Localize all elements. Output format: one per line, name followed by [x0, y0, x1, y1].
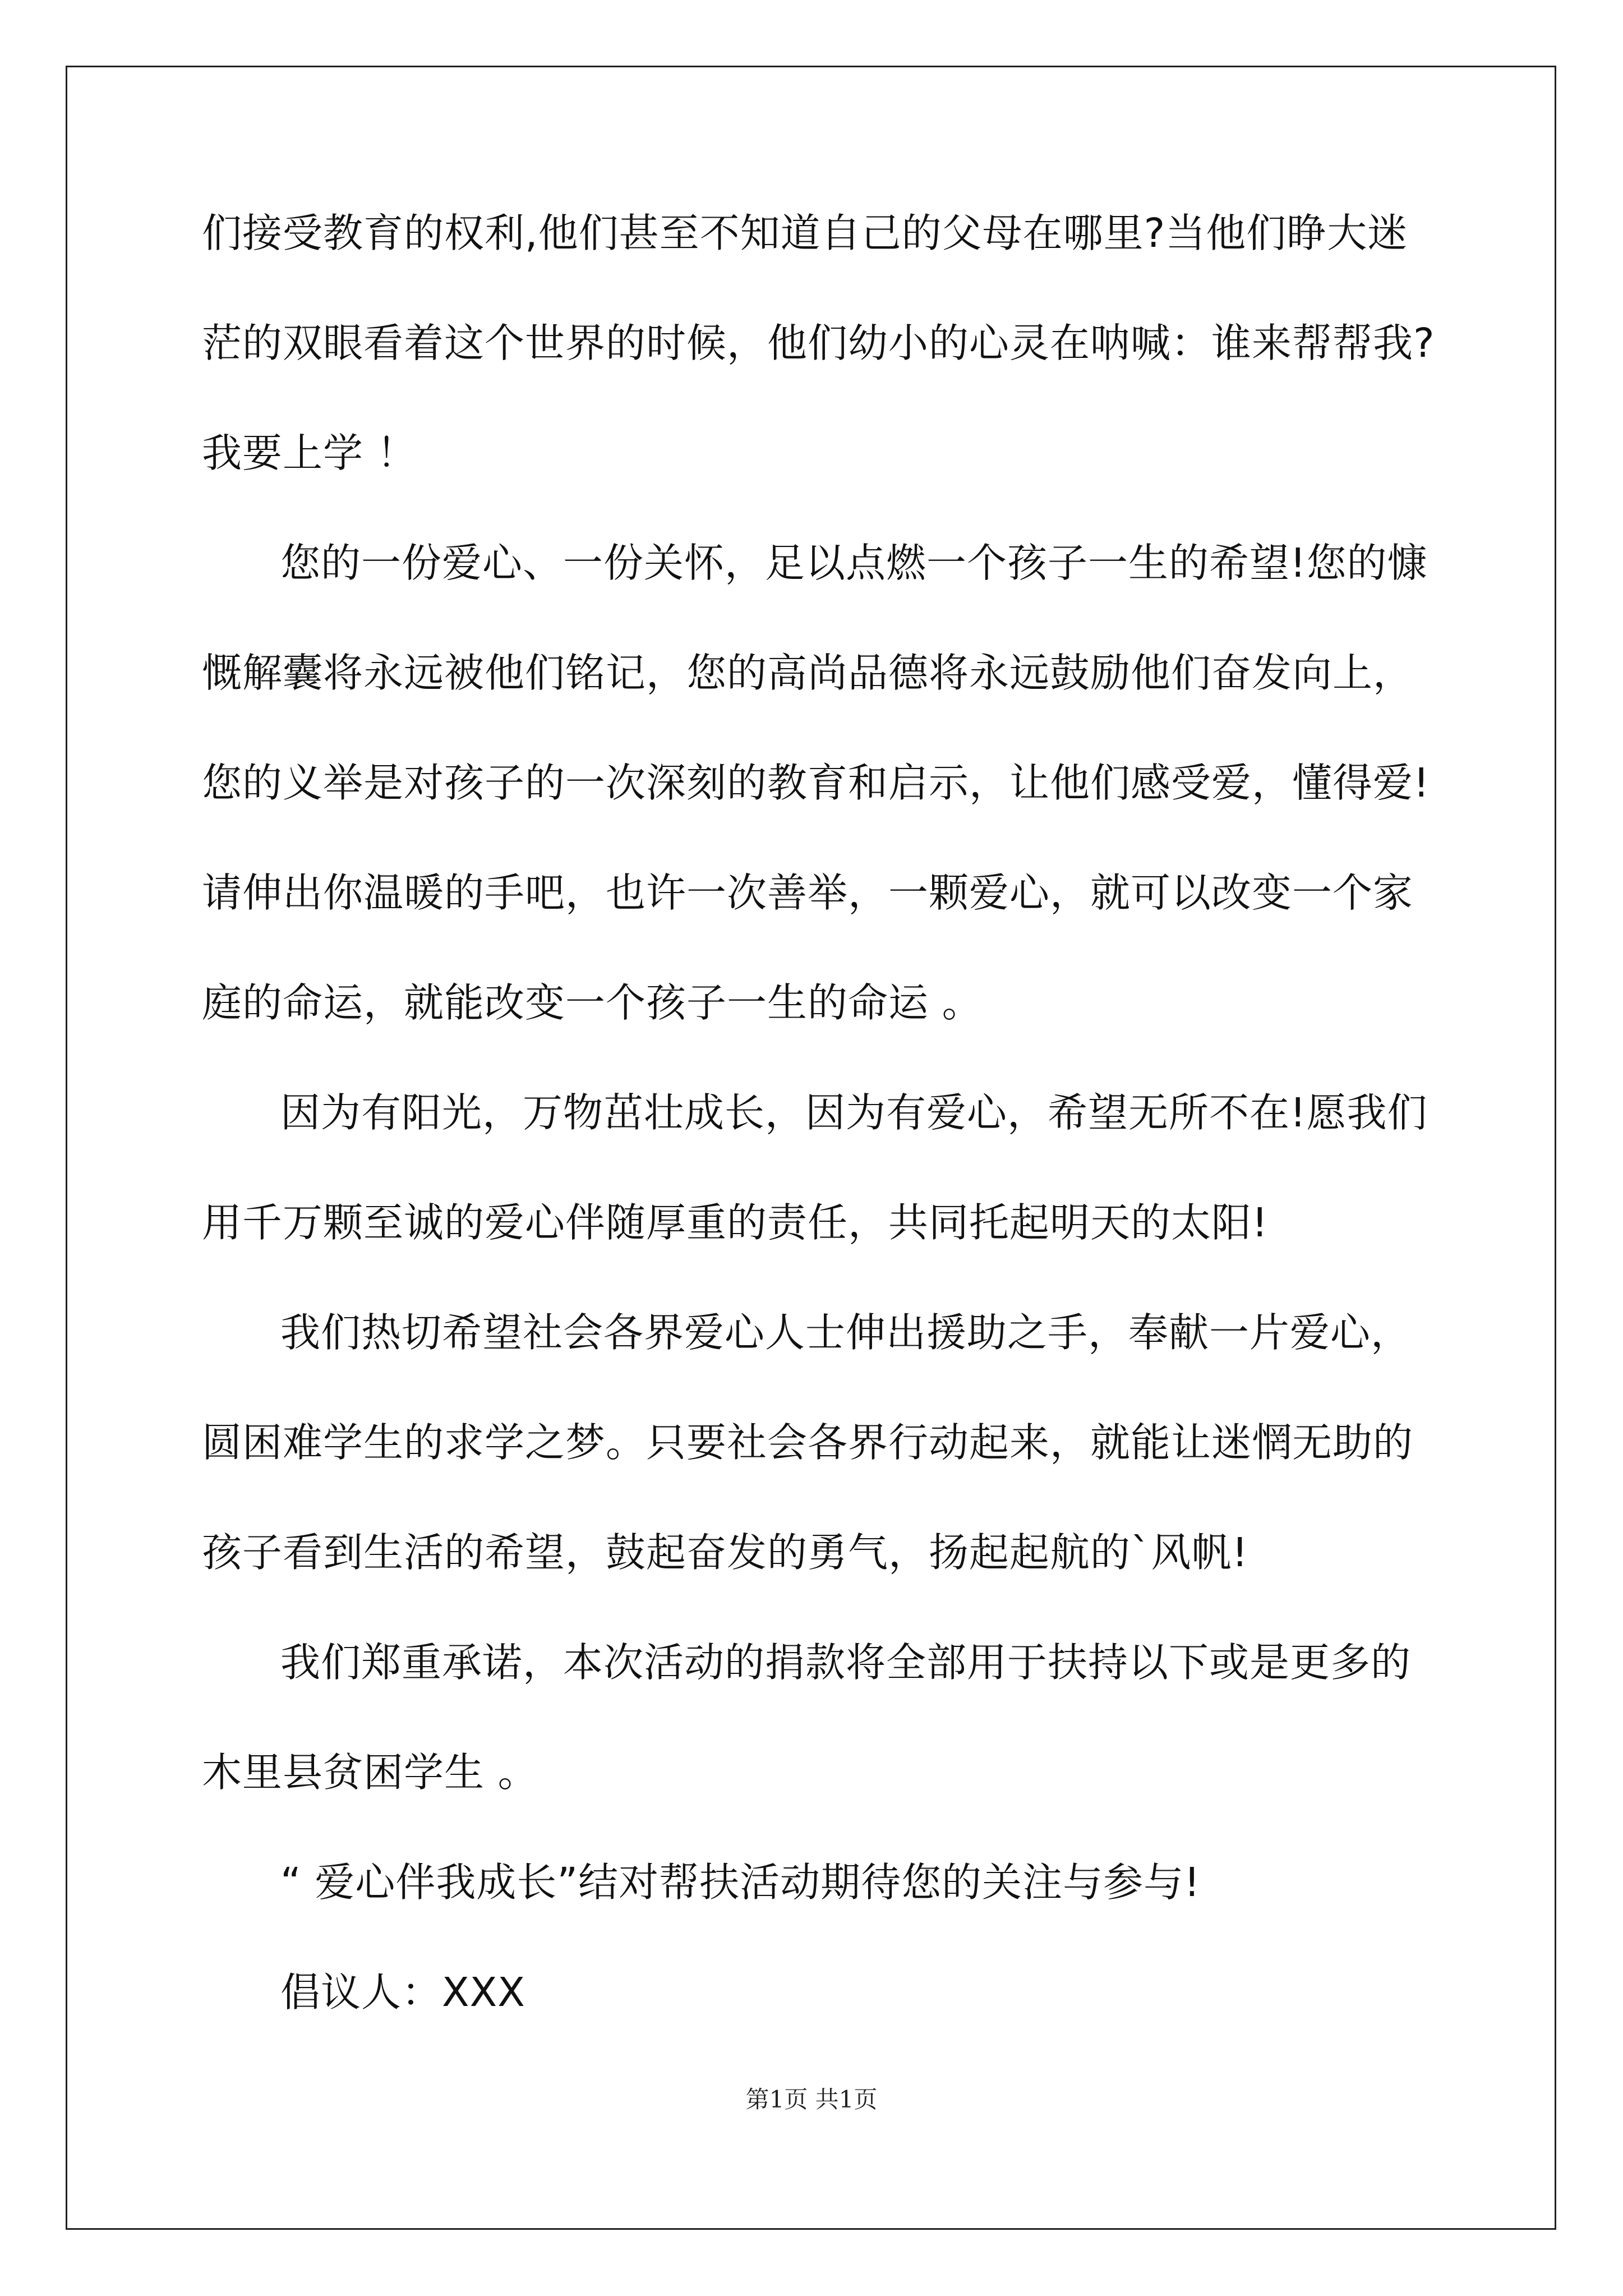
- paragraph-start-line: 因为有阳光，万物茁壮成长，因为有爱心，希望无所不在!愿我们: [280, 1089, 1428, 1136]
- text-line: 您的义举是对孩子的一次深刻的教育和启示，让他们感受爱，懂得爱!: [202, 760, 1430, 806]
- paragraph-start-line: 我们热切希望社会各界爱心人士伸出援助之手，奉献一片爱心，: [280, 1309, 1412, 1356]
- event-slogan-line: “ 爱心伴我成长”结对帮扶活动期待您的关注与参与!: [280, 1859, 1201, 1906]
- text-line: 茫的双眼看着这个世界的时候，他们幼小的心灵在呐喊：谁来帮帮我?: [202, 320, 1435, 366]
- text-line: 木里县贫困学生 。: [202, 1749, 538, 1796]
- text-line: 用千万颗至诚的爱心伴随厚重的责任，共同托起明天的太阳!: [202, 1199, 1269, 1246]
- page-number-footer: 第1页 共1页: [745, 2086, 878, 2113]
- paragraph-start-line: 您的一份爱心、一份关怀，足以点燃一个孩子一生的希望!您的慷: [280, 540, 1428, 586]
- signature-line: 倡议人：XXX: [280, 1969, 525, 2016]
- text-line: 慨解囊将永远被他们铭记，您的高尚品德将永远鼓励他们奋发向上，: [202, 650, 1414, 696]
- paragraph-start-line: 我们郑重承诺，本次活动的捐款将全部用于扶持以下或是更多的: [280, 1639, 1412, 1686]
- text-line: 请伸出你温暖的手吧，也许一次善举，一颗爱心，就可以改变一个家: [202, 869, 1414, 916]
- text-line: 庭的命运，就能改变一个孩子一生的命运 。: [202, 979, 983, 1026]
- text-line: 圆困难学生的求学之梦。只要社会各界行动起来，就能让迷惘无助的: [202, 1419, 1414, 1466]
- text-line: 们接受教育的权利,他们甚至不知道自己的父母在哪里?当他们睁大迷: [202, 210, 1408, 256]
- text-line: 我要上学 ！: [202, 430, 417, 476]
- text-line: 孩子看到生活的希望，鼓起奋发的勇气，扬起起航的`风帆!: [202, 1529, 1248, 1576]
